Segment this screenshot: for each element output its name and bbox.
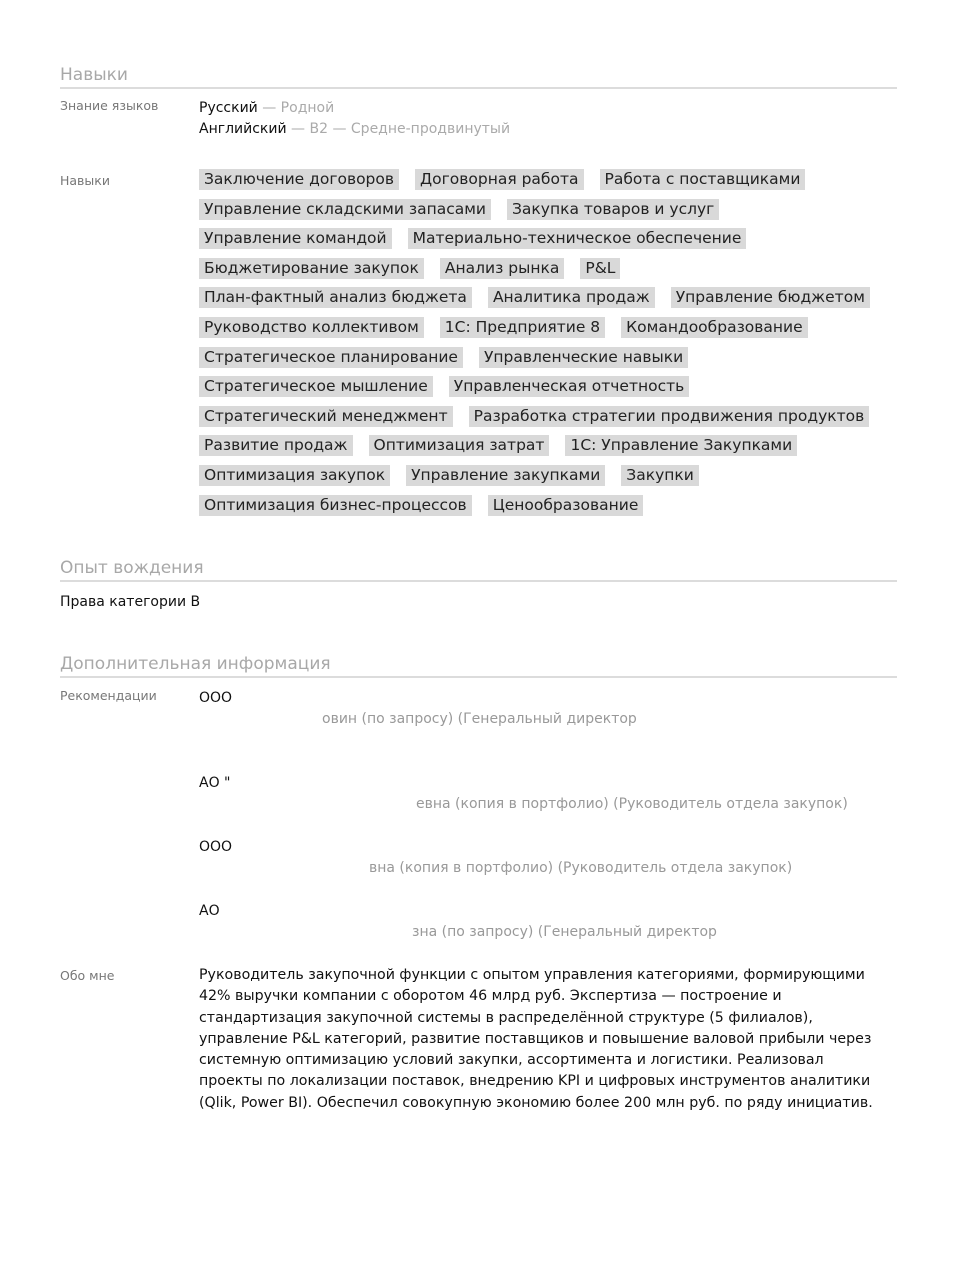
skill-tag: Разработка стратегии продвижения продуктов	[469, 406, 870, 427]
section-title-skills: Навыки	[60, 64, 897, 89]
skill-tag: Управление складскими запасами	[199, 199, 491, 220]
skills-label: Навыки	[60, 173, 110, 188]
recommendation-person: зна (по запросу) (Генеральный директор	[412, 924, 717, 940]
skill-tag: Стратегическое планирование	[199, 347, 463, 368]
section-title-driving: Опыт вождения	[60, 557, 897, 582]
tag-row	[199, 465, 899, 495]
languages-label: Знание языков	[60, 98, 159, 113]
recommendations-label: Рекомендации	[60, 688, 157, 703]
language-level: — Родной	[257, 100, 335, 116]
tag-row	[199, 287, 899, 317]
skills-tag-list	[199, 169, 899, 524]
about-text: Руководитель закупочной функции с опытом управления категориями, формирующими 42% выручки компании с оборотом 46 млрд руб. Экспертиза — построение и стандартизация закупочной системы в распределённой структуре (5 филиалов), управление P&L категорий, развитие поставщиков и повышение валовой прибыли через системную оптимизацию условий закупки, ассортимента и логистики. Реализовал проекты по локализации поставок, внедрению KPI и цифровых инструментов аналитики (Qlik, Power BI). Обеспечил совокупную экономию более 200 млн руб. по ряду инициатив.	[199, 967, 873, 1111]
skill-tag: Оптимизация затрат	[369, 435, 550, 456]
skill-tag: Ценообразование	[488, 495, 644, 516]
tag-row	[199, 317, 899, 347]
recommendation-person: евна (копия в портфолио) (Руководитель отдела закупок)	[416, 796, 848, 812]
skill-tag: P&L	[580, 258, 620, 279]
skill-tag: Заключение договоров	[199, 169, 399, 190]
skill-tag: Управление бюджетом	[671, 287, 870, 308]
recommendation-org: ООО	[199, 839, 233, 855]
recommendation-person: вна (копия в портфолио) (Руководитель отдела закупок)	[369, 860, 793, 876]
recommendation-org: ООО	[199, 690, 233, 706]
skill-tag: План-фактный анализ бюджета	[199, 287, 472, 308]
tag-row	[199, 435, 899, 465]
language-level: — B2 — Средне-продвинутый	[286, 121, 511, 137]
language-name: Русский	[199, 100, 258, 116]
tag-row	[199, 199, 899, 229]
skill-tag: Договорная работа	[415, 169, 583, 190]
skill-tag: Командообразование	[621, 317, 808, 338]
skill-tag: Закупки	[621, 465, 699, 486]
tag-row	[199, 347, 899, 377]
skill-tag: Управленческая отчетность	[449, 376, 690, 397]
skill-tag: Управление командой	[199, 228, 392, 249]
skill-tag: 1С: Предприятие 8	[440, 317, 605, 338]
tag-row	[199, 495, 899, 525]
recommendation-org: АО	[199, 903, 220, 919]
skill-tag: Материально-техническое обеспечение	[408, 228, 747, 249]
skill-tag: Управленческие навыки	[479, 347, 688, 368]
recommendation-org: АО "	[199, 775, 231, 791]
skill-tag: Оптимизация закупок	[199, 465, 390, 486]
tag-row	[199, 376, 899, 406]
tag-row	[199, 228, 899, 258]
skill-tag: Стратегическое мышление	[199, 376, 433, 397]
tag-row	[199, 258, 899, 288]
section-title-additional: Дополнительная информация	[60, 653, 897, 678]
language-item	[199, 119, 510, 139]
skill-tag: 1С: Управление Закупками	[565, 435, 797, 456]
recommendation-person: овин (по запросу) (Генеральный директор	[322, 711, 637, 727]
skill-tag: Закупка товаров и услуг	[507, 199, 719, 220]
skill-tag: Управление закупками	[406, 465, 605, 486]
skill-tag: Работа с поставщиками	[600, 169, 806, 190]
skill-tag: Развитие продаж	[199, 435, 353, 456]
skill-tag: Анализ рынка	[440, 258, 564, 279]
tag-row	[199, 406, 899, 436]
skill-tag: Оптимизация бизнес-процессов	[199, 495, 472, 516]
tag-row	[199, 169, 899, 199]
driving-license: Права категории B	[60, 594, 201, 610]
about-label: Обо мне	[60, 968, 115, 983]
skill-tag: Руководство коллективом	[199, 317, 424, 338]
language-name: Английский	[199, 121, 287, 137]
skill-tag: Стратегический менеджмент	[199, 406, 453, 427]
skill-tag: Бюджетирование закупок	[199, 258, 424, 279]
skill-tag: Аналитика продаж	[488, 287, 655, 308]
language-item	[199, 98, 334, 118]
